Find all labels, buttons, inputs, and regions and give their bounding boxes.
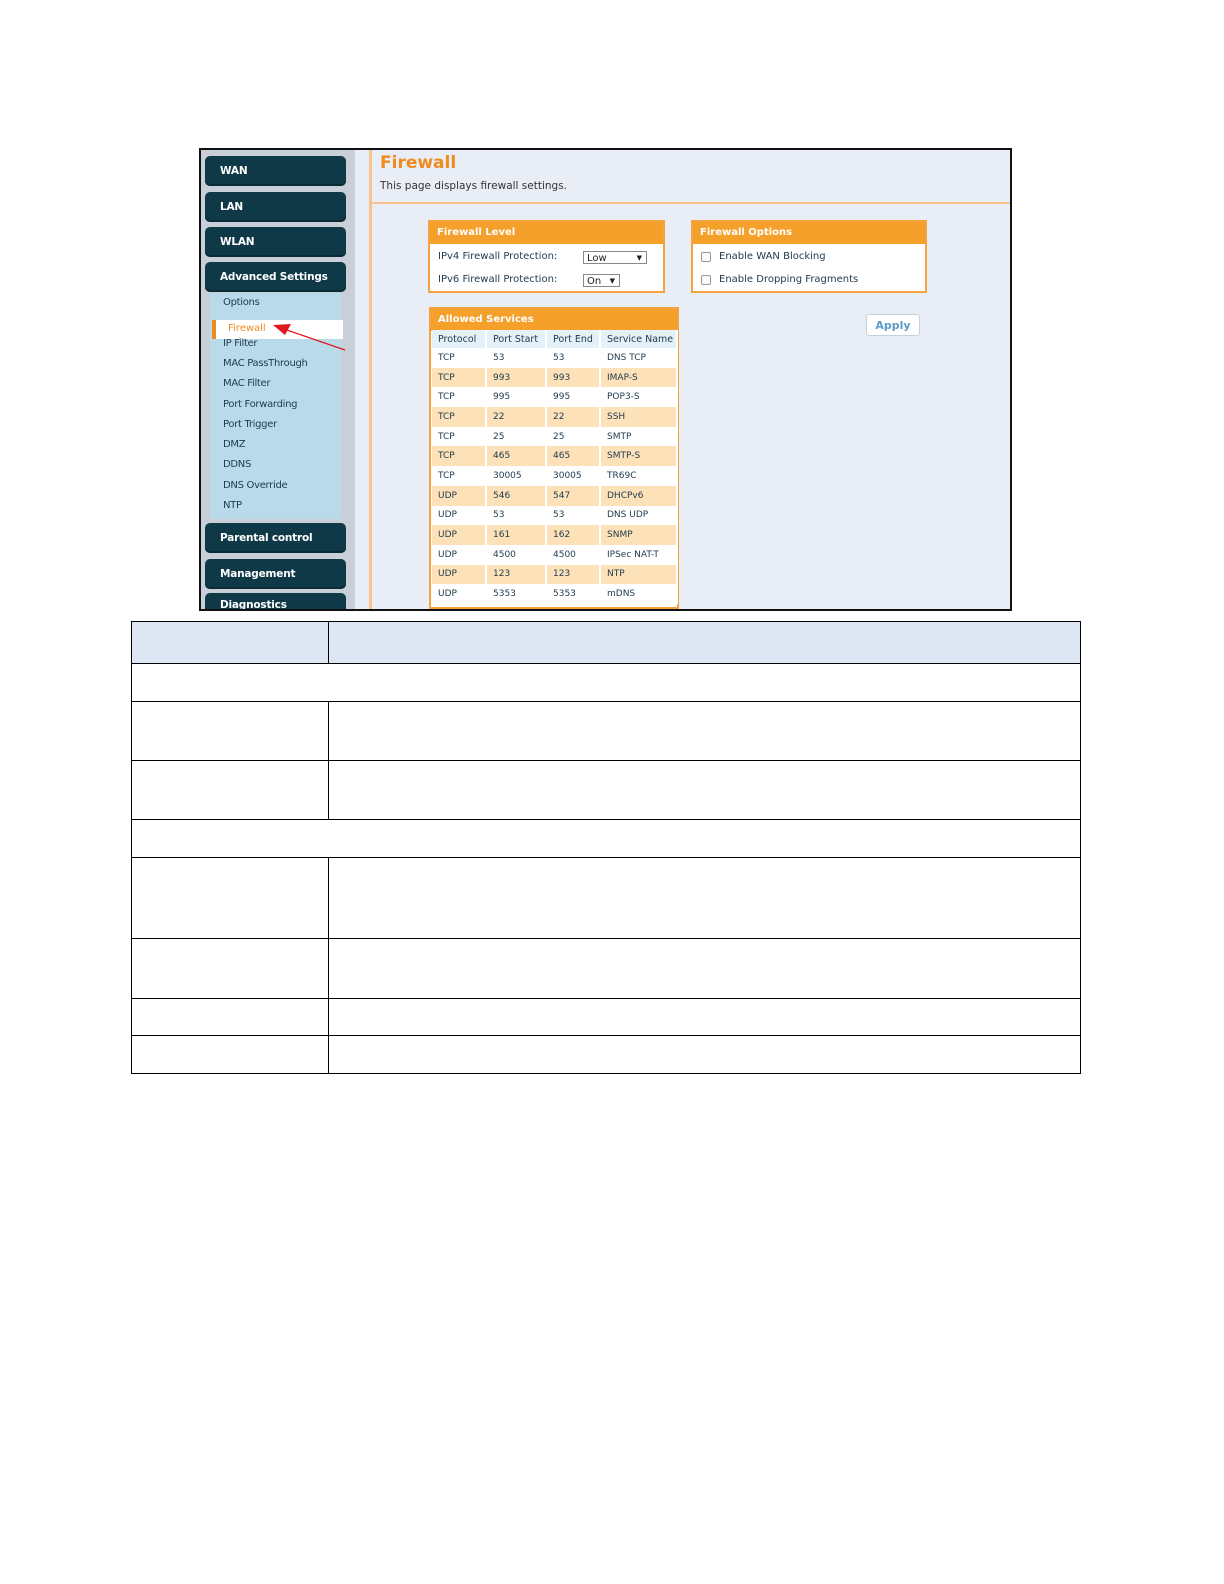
table-cell: TCP xyxy=(432,407,486,427)
table-cell: IPSec NAT-T xyxy=(600,545,677,565)
table-cell: 546 xyxy=(486,486,546,506)
nav-lan[interactable]: LAN xyxy=(205,192,346,222)
table-cell xyxy=(329,858,1081,939)
table-row xyxy=(432,565,677,585)
table-row xyxy=(132,858,1081,939)
table-cell: 25 xyxy=(486,427,546,447)
table-cell: 53 xyxy=(486,506,546,526)
red-arrow-annotation xyxy=(269,318,349,354)
table-row xyxy=(432,506,677,526)
allowed-services-table xyxy=(432,330,678,604)
table-cell: TCP xyxy=(432,466,486,486)
table-header-row xyxy=(132,622,1081,664)
submenu-options[interactable]: Options xyxy=(223,297,260,308)
ipv6-protection-value: On xyxy=(587,276,602,287)
table-cell: 993 xyxy=(546,368,600,388)
submenu-port-forwarding[interactable]: Port Forwarding xyxy=(223,399,298,410)
table-cell: DNS TCP xyxy=(600,348,677,368)
table-cell xyxy=(132,858,329,939)
table-cell: 465 xyxy=(486,446,546,466)
ipv4-protection-label: IPv4 Firewall Protection: xyxy=(438,251,558,262)
table-row xyxy=(432,486,677,506)
table-cell: TR69C xyxy=(600,466,677,486)
main-content xyxy=(369,150,1012,609)
ipv6-protection-label: IPv6 Firewall Protection: xyxy=(438,274,558,285)
table-cell: TCP xyxy=(432,427,486,447)
table-cell xyxy=(132,939,329,999)
table-cell: 22 xyxy=(546,407,600,427)
table-cell: TCP xyxy=(432,387,486,407)
table-header-row xyxy=(432,330,677,348)
table-cell: SNMP xyxy=(600,525,677,545)
table-cell xyxy=(132,820,1081,858)
table-cell xyxy=(329,999,1081,1036)
nav-diagnostics[interactable]: Diagnostics xyxy=(205,593,346,611)
table-cell xyxy=(329,1036,1081,1074)
table-cell xyxy=(329,702,1081,761)
table-row xyxy=(132,702,1081,761)
submenu-ddns[interactable]: DDNS xyxy=(223,459,252,470)
table-cell: 53 xyxy=(546,506,600,526)
table-row xyxy=(432,368,677,388)
table-cell: 995 xyxy=(546,387,600,407)
column-header: Protocol xyxy=(432,330,486,348)
table-row xyxy=(432,387,677,407)
chevron-down-icon: ▼ xyxy=(609,277,615,285)
ipv6-protection-select[interactable] xyxy=(583,274,620,287)
apply-button[interactable]: Apply xyxy=(866,314,920,336)
table-row xyxy=(132,999,1081,1036)
table-cell: 53 xyxy=(486,348,546,368)
table-cell: SMTP-S xyxy=(600,446,677,466)
table-row xyxy=(132,1036,1081,1074)
table-cell: 465 xyxy=(546,446,600,466)
table-cell: mDNS xyxy=(600,584,677,604)
ipv4-protection-select[interactable] xyxy=(583,251,647,264)
table-cell: 22 xyxy=(486,407,546,427)
table-cell: POP3-S xyxy=(600,387,677,407)
table-row xyxy=(432,446,677,466)
submenu-mac-filter[interactable]: MAC Filter xyxy=(223,378,271,389)
table-row xyxy=(432,348,677,368)
table-cell: 25 xyxy=(546,427,600,447)
table-cell: 30005 xyxy=(486,466,546,486)
table-cell: 162 xyxy=(546,525,600,545)
column-header: Port End xyxy=(546,330,600,348)
table-cell: 5353 xyxy=(486,584,546,604)
table-cell: SSH xyxy=(600,407,677,427)
table-row xyxy=(432,545,677,565)
sidebar xyxy=(201,150,355,609)
table-cell: 123 xyxy=(546,565,600,585)
nav-advanced-settings[interactable]: Advanced Settings xyxy=(205,262,346,292)
table-cell: 30005 xyxy=(546,466,600,486)
table-cell: UDP xyxy=(432,565,486,585)
table-cell: UDP xyxy=(432,584,486,604)
table-row xyxy=(432,407,677,427)
table-cell: UDP xyxy=(432,486,486,506)
table-cell: UDP xyxy=(432,506,486,526)
submenu-dns-override[interactable]: DNS Override xyxy=(223,480,288,491)
table-cell xyxy=(132,702,329,761)
table-row xyxy=(432,427,677,447)
table-cell xyxy=(329,622,1081,664)
allowed-services-title: Allowed Services xyxy=(431,309,677,331)
router-screenshot xyxy=(199,148,1012,611)
table-cell: TCP xyxy=(432,446,486,466)
table-cell xyxy=(132,761,329,820)
table-cell xyxy=(132,1036,329,1074)
table-cell xyxy=(132,664,1081,702)
table-cell: 5353 xyxy=(546,584,600,604)
table-cell: 123 xyxy=(486,565,546,585)
table-cell: UDP xyxy=(432,545,486,565)
table-cell: 547 xyxy=(546,486,600,506)
table-cell: 53 xyxy=(546,348,600,368)
column-header: Service Name xyxy=(600,330,677,348)
nav-wan[interactable]: WAN xyxy=(205,156,346,186)
table-cell: SMTP xyxy=(600,427,677,447)
chevron-down-icon: ▼ xyxy=(636,254,642,262)
table-row xyxy=(432,466,677,486)
table-cell xyxy=(329,939,1081,999)
table-cell: TCP xyxy=(432,368,486,388)
page-title: Firewall xyxy=(380,153,457,173)
table-cell xyxy=(132,999,329,1036)
table-cell: NTP xyxy=(600,565,677,585)
submenu-ntp[interactable]: NTP xyxy=(223,500,242,511)
page-description: This page displays firewall settings. xyxy=(380,180,568,192)
column-header: Port Start xyxy=(486,330,546,348)
submenu-mac-passthrough[interactable]: MAC PassThrough xyxy=(223,358,308,369)
ipv4-protection-value: Low xyxy=(587,253,607,264)
table-cell: 995 xyxy=(486,387,546,407)
allowed-services-panel xyxy=(429,307,679,609)
title-divider xyxy=(372,202,1012,204)
table-cell xyxy=(329,761,1081,820)
table-section-row xyxy=(132,664,1081,702)
submenu-firewall-label: Firewall xyxy=(228,323,266,334)
table-cell xyxy=(132,622,329,664)
submenu-port-trigger[interactable]: Port Trigger xyxy=(223,419,277,430)
nav-wlan[interactable]: WLAN xyxy=(205,227,346,257)
submenu-ip-filter[interactable]: IP Filter xyxy=(223,338,258,349)
nav-management[interactable]: Management xyxy=(205,559,346,589)
table-cell: 993 xyxy=(486,368,546,388)
table-row xyxy=(132,939,1081,999)
enable-wan-blocking-label: Enable WAN Blocking xyxy=(719,251,826,262)
table-row xyxy=(132,761,1081,820)
firewall-level-title: Firewall Level xyxy=(430,222,663,244)
enable-dropping-fragments-checkbox[interactable] xyxy=(701,275,711,285)
table-cell: 4500 xyxy=(546,545,600,565)
table-row xyxy=(432,584,677,604)
table-cell: IMAP-S xyxy=(600,368,677,388)
table-cell: 161 xyxy=(486,525,546,545)
nav-parental-control[interactable]: Parental control xyxy=(205,523,346,553)
enable-wan-blocking-checkbox[interactable] xyxy=(701,252,711,262)
table-cell: DNS UDP xyxy=(600,506,677,526)
description-table xyxy=(131,621,1081,1074)
table-cell: UDP xyxy=(432,525,486,545)
firewall-level-panel xyxy=(428,220,665,293)
firewall-options-panel xyxy=(691,220,927,293)
submenu-dmz[interactable]: DMZ xyxy=(223,439,246,450)
table-cell: 4500 xyxy=(486,545,546,565)
table-cell: TCP xyxy=(432,348,486,368)
enable-dropping-fragments-label: Enable Dropping Fragments xyxy=(719,274,859,285)
table-cell: DHCPv6 xyxy=(600,486,677,506)
table-row xyxy=(432,525,677,545)
table-section-row xyxy=(132,820,1081,858)
firewall-options-title: Firewall Options xyxy=(693,222,925,244)
